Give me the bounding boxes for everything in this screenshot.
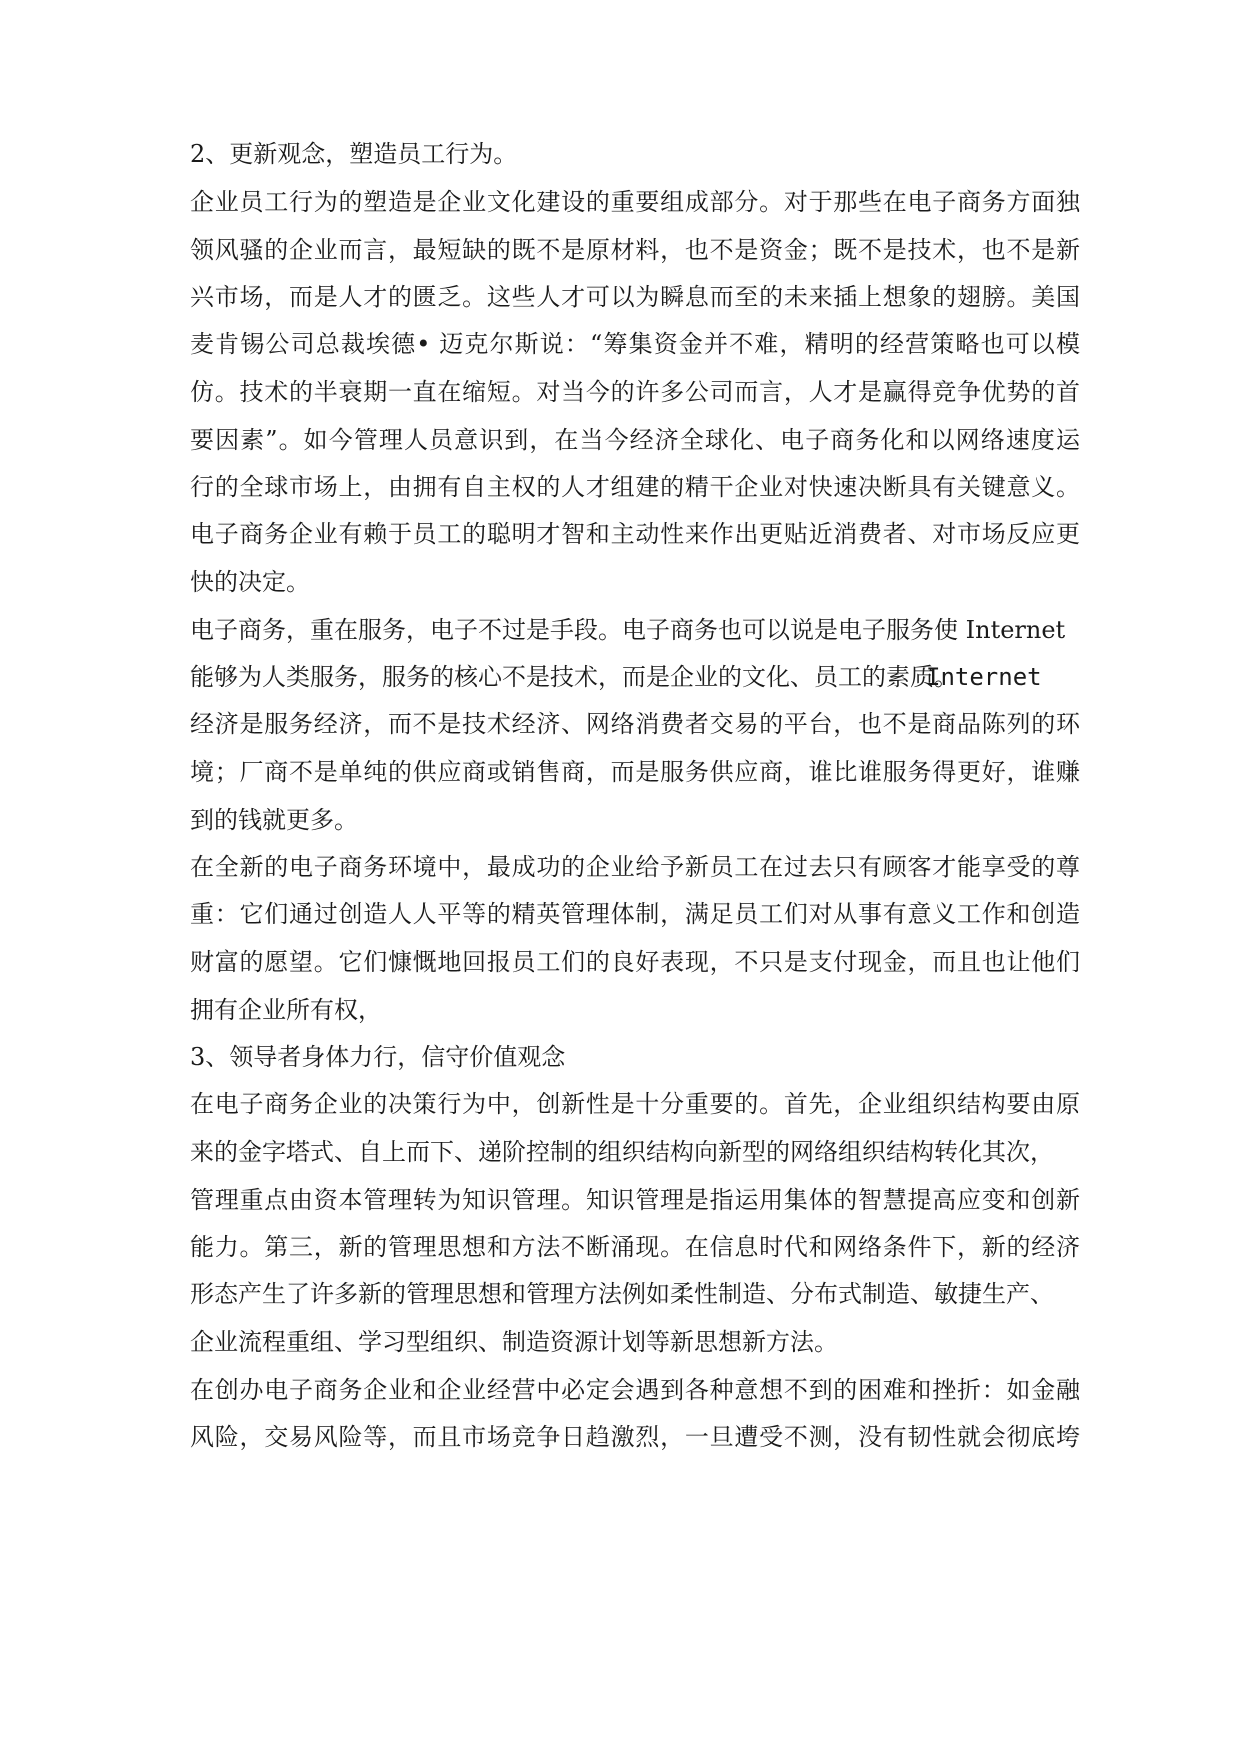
paragraph-line: 兴市场，而是人才的匮乏。这些人才可以为瞬息而至的未来插上想象的翅膀。美国: [190, 283, 1080, 311]
paragraph-line: 在创办电子商务企业和企业经营中必定会遇到各种意想不到的困难和挫折：如金融: [190, 1376, 1080, 1404]
paragraph-line: 麦肯锡公司总裁埃德• 迈克尔斯说：“筹集资金并不难，精明的经营策略也可以模: [190, 330, 1080, 358]
paragraph-line: 在电子商务企业的决策行为中，创新性是十分重要的。首先，企业组织结构要由原: [190, 1090, 1080, 1118]
paragraph-line: 仿。技术的半衰期一直在缩短。对当今的许多公司而言，人才是赢得竞争优势的首: [190, 378, 1080, 406]
paragraph-line: 电子商务，重在服务，电子不过是手段。电子商务也可以说是电子服务使 Internet: [190, 616, 1066, 644]
paragraph-line: 电子商务企业有赖于员工的聪明才智和主动性来作出更贴近消费者、对市场反应更: [190, 520, 1080, 548]
paragraph-line: 管理重点由资本管理转为知识管理。知识管理是指运用集体的智慧提高应变和创新: [190, 1186, 1080, 1214]
paragraph-line: 拥有企业所有权，: [190, 996, 382, 1024]
paragraph-line: 财富的愿望。它们慷慨地回报员工们的良好表现，不只是支付现金，而且也让他们: [190, 948, 1080, 976]
paragraph-line: 行的全球市场上，由拥有自主权的人才组建的精干企业对快速决断具有关键意义。: [190, 473, 1080, 501]
paragraph-line: 形态产生了许多新的管理思想和管理方法例如柔性制造、分布式制造、敏捷生产、: [190, 1280, 1054, 1308]
section-heading-2: 2、更新观念，塑造员工行为。: [190, 140, 518, 168]
paragraph-line: 能够为人类服务，服务的核心不是技术，而是企业的文化、员工的素质。: [190, 663, 958, 691]
paragraph-line: 企业员工行为的塑造是企业文化建设的重要组成部分。对于那些在电子商务方面独: [190, 188, 1080, 216]
paragraph-line: 到的钱就更多。: [190, 806, 358, 834]
overlay-word-internet: Internet: [926, 663, 1042, 691]
paragraph-line: 快的决定。: [190, 568, 310, 596]
paragraph-line: 重：它们通过创造人人平等的精英管理体制，满足员工们对从事有意义工作和创造: [190, 900, 1080, 928]
paragraph-line: 要因素”。如今管理人员意识到，在当今经济全球化、电子商务化和以网络速度运: [190, 426, 1080, 454]
paragraph-line: 来的金字塔式、自上而下、递阶控制的组织结构向新型的网络组织结构转化其次，: [190, 1138, 1054, 1166]
paragraph-line: 境；厂商不是单纯的供应商或销售商，而是服务供应商，谁比谁服务得更好，谁赚: [190, 758, 1080, 786]
paragraph-line: 领风骚的企业而言，最短缺的既不是原材料，也不是资金；既不是技术，也不是新: [190, 236, 1080, 264]
paragraph-line: 风险，交易风险等，而且市场竞争日趋激烈，一旦遭受不测，没有韧性就会彻底垮: [190, 1423, 1080, 1451]
paragraph-line: 经济是服务经济，而不是技术经济、网络消费者交易的平台，也不是商品陈列的环: [190, 710, 1080, 738]
paragraph-line: 能力。第三，新的管理思想和方法不断涌现。在信息时代和网络条件下，新的经济: [190, 1233, 1080, 1261]
section-heading-3: 3、领导者身体力行，信守价值观念: [190, 1043, 566, 1071]
paragraph-line: 企业流程重组、学习型组织、制造资源计划等新思想新方法。: [190, 1328, 838, 1356]
paragraph-line: 在全新的电子商务环境中，最成功的企业给予新员工在过去只有顾客才能享受的尊: [190, 853, 1080, 881]
